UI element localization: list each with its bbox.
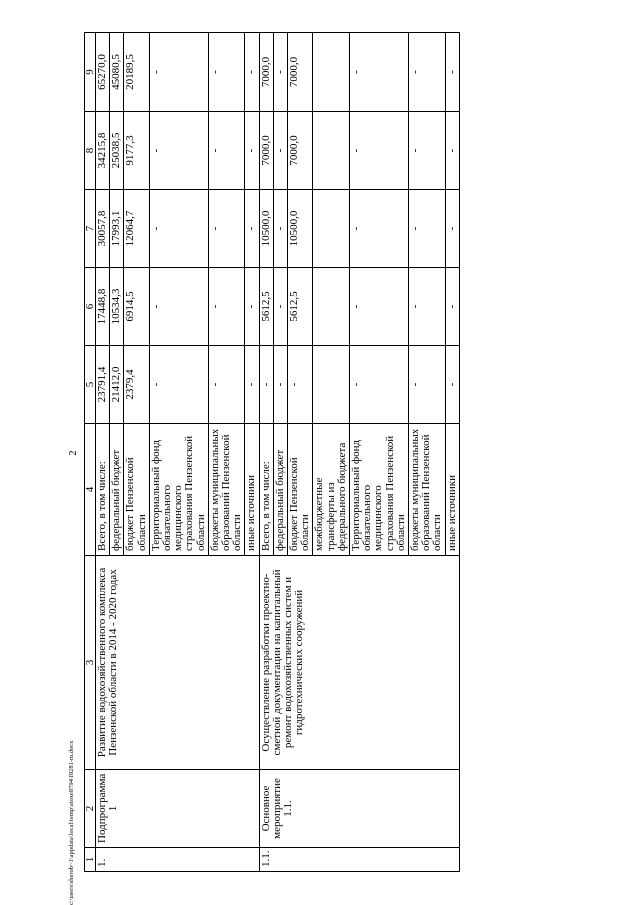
value-cell: - [208, 112, 245, 190]
value-cell: 10500,0 [259, 190, 273, 268]
value-cell: 7000,0 [259, 112, 273, 190]
value-cell: - [245, 268, 259, 346]
header-cell: 6 [85, 268, 96, 346]
value-cell: - [350, 112, 409, 190]
value-cell: 10500,0 [288, 190, 313, 268]
source-label-cell: Территориальный фонд обязательного медицинского страхования Пензенской области [149, 424, 208, 556]
source-label-cell: федеральный бюджет [273, 424, 287, 556]
value-cell: - [273, 33, 287, 112]
value-cell: - [445, 33, 459, 112]
rotated-table-container [84, 33, 584, 872]
value-cell [313, 346, 350, 424]
header-cell: 3 [85, 556, 96, 770]
header-cell: 8 [85, 112, 96, 190]
value-cell: - [273, 268, 287, 346]
value-cell: - [350, 268, 409, 346]
value-cell [313, 112, 350, 190]
value-cell: 17993,1 [110, 190, 124, 268]
value-cell: - [409, 190, 446, 268]
value-cell: - [245, 33, 259, 112]
header-cell: 7 [85, 190, 96, 268]
item-number-cell: 1.1. [259, 848, 459, 872]
value-cell: - [245, 112, 259, 190]
value-cell: 25038,5 [110, 112, 124, 190]
source-label-cell: Всего, в том числе: [259, 424, 273, 556]
source-label-cell: федеральный бюджет [110, 424, 124, 556]
item-number-cell: 1. [96, 848, 260, 872]
value-cell: 17448,8 [96, 268, 110, 346]
value-cell: - [273, 346, 287, 424]
value-cell: 23791,4 [96, 346, 110, 424]
value-cell: 45080,5 [110, 33, 124, 112]
value-cell [313, 33, 350, 112]
value-cell: 7000,0 [288, 33, 313, 112]
value-cell: - [259, 346, 273, 424]
value-cell: 5612,5 [259, 268, 273, 346]
value-cell: 9177,3 [124, 112, 149, 190]
item-title-cell: Развитие водохозяйственного комплекса Пензенской области в 2014 - 2020 годах [96, 556, 260, 770]
value-cell: - [245, 346, 259, 424]
item-name-cell: Подпрограмма 1 [96, 770, 260, 848]
value-cell [313, 190, 350, 268]
item-name-cell: Основное мероприятие 1.1. [259, 770, 459, 848]
value-cell: 5612,5 [288, 268, 313, 346]
page-number: 2 [68, 450, 79, 456]
value-cell: - [149, 112, 208, 190]
item-title-cell: Осуществление разработки проектно-сметной документации на капитальный ремонт водохозяйственных систем и гидротехнических сооружений [259, 556, 459, 770]
value-cell: 12064,7 [124, 190, 149, 268]
value-cell: - [409, 112, 446, 190]
value-cell: - [350, 33, 409, 112]
value-cell: - [149, 346, 208, 424]
value-cell: 21412,0 [110, 346, 124, 424]
value-cell: - [245, 190, 259, 268]
value-cell: 6914,5 [124, 268, 149, 346]
value-cell: 34215,8 [96, 112, 110, 190]
budget-table [84, 32, 460, 872]
value-cell: - [149, 33, 208, 112]
source-label-cell: Всего, в том числе: [96, 424, 110, 556]
value-cell: 20189,5 [124, 33, 149, 112]
source-label-cell: бюджеты муниципальных образований Пензенской области [208, 424, 245, 556]
value-cell: - [208, 268, 245, 346]
header-row [85, 33, 96, 872]
value-cell: - [350, 346, 409, 424]
value-cell: 7000,0 [288, 112, 313, 190]
value-cell: - [445, 112, 459, 190]
value-cell: - [149, 268, 208, 346]
value-cell: 10534,3 [110, 268, 124, 346]
value-cell: - [208, 190, 245, 268]
source-label-cell: бюджеты муниципальных образований Пензенской области [409, 424, 446, 556]
value-cell: - [409, 268, 446, 346]
value-cell: 2379,4 [124, 346, 149, 424]
value-cell: - [288, 346, 313, 424]
value-cell: 7000,0 [259, 33, 273, 112]
value-cell: - [445, 190, 459, 268]
value-cell: - [273, 190, 287, 268]
source-label-cell: иные источники [445, 424, 459, 556]
value-cell: - [350, 190, 409, 268]
header-cell: 1 [85, 848, 96, 872]
value-cell: - [445, 346, 459, 424]
value-cell: - [409, 346, 446, 424]
value-cell: - [149, 190, 208, 268]
table-row [96, 33, 110, 872]
source-label-cell: Территориальный фонд обязательного медицинского страхования Пензенской области [350, 424, 409, 556]
value-cell: 65270,0 [96, 33, 110, 112]
table-row [259, 33, 273, 872]
value-cell: - [409, 33, 446, 112]
source-label-cell: бюджет Пензенской области [124, 424, 149, 556]
source-label-cell: иные источники [245, 424, 259, 556]
value-cell [313, 268, 350, 346]
value-cell: - [273, 112, 287, 190]
source-label-cell: межбюджетные трансферты из федерального бюджета [313, 424, 350, 556]
value-cell: - [445, 268, 459, 346]
header-cell: 9 [85, 33, 96, 112]
value-cell: - [208, 346, 245, 424]
table-body [96, 33, 460, 872]
value-cell: 30057,8 [96, 190, 110, 268]
footer-file-path: c:\users\sherob~1\appdata\local\temp\atoxe8794\f8281-m.docx [68, 740, 75, 905]
header-cell: 2 [85, 770, 96, 848]
header-cell: 5 [85, 346, 96, 424]
value-cell: - [208, 33, 245, 112]
source-label-cell: бюджет Пензенской области [288, 424, 313, 556]
header-cell: 4 [85, 424, 96, 556]
